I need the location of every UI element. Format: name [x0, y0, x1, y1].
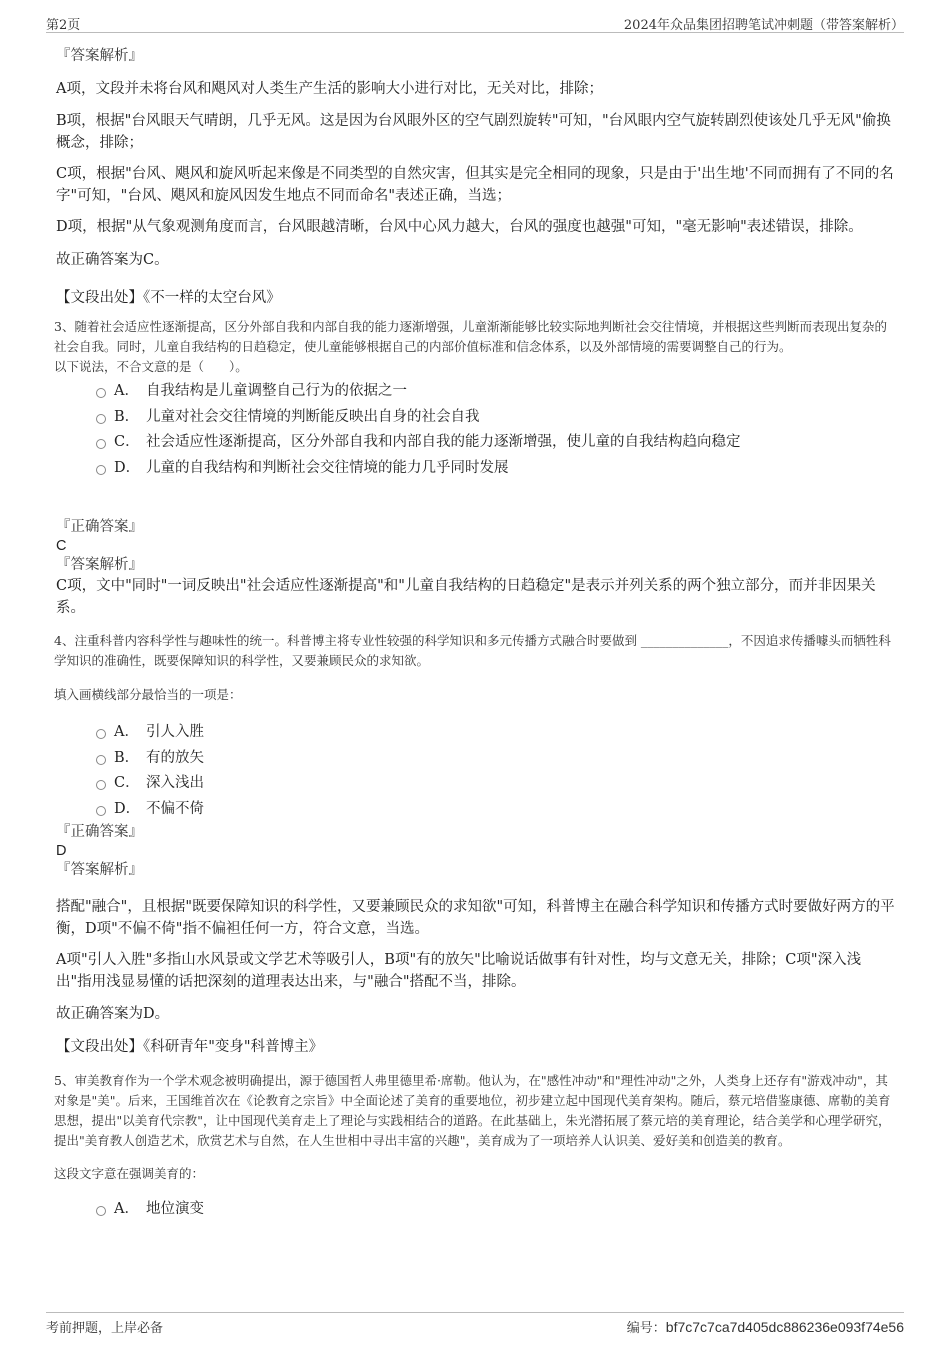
option-text: 社会适应性逐渐提高，区分外部自我和内部自我的能力逐渐增强，使儿童的自我结构趋向稳定 — [146, 434, 741, 450]
option-key: D． — [114, 459, 141, 476]
footer-code — [627, 1317, 904, 1336]
q4-analysis-1: 搭配"融合"，且根据"既要保障知识的科学性，又要兼顾民众的求知欲"可知，科普博主在融合科学知识和传播方式时要做好两方的平衡，D项"不偏不倚"指不偏袒任何一方，符合文意，当选。 — [56, 899, 895, 937]
radio-icon[interactable] — [96, 780, 106, 790]
q4-question: 填入画横线部分最恰当的一项是： — [54, 687, 242, 702]
q3-analysis-tag: 『答案解析』 — [56, 557, 143, 573]
page-number: 第2页 — [46, 18, 81, 33]
option-text: 地位演变 — [146, 1201, 204, 1217]
q4-conclusion: 故正确答案为D。 — [56, 1006, 170, 1022]
q3-options — [56, 379, 896, 481]
radio-icon[interactable] — [96, 806, 106, 816]
q4-source — [56, 1036, 896, 1058]
q5-stem: 5、审美教育作为一个学术观念被明确提出，源于德国哲人弗里德里希·席勒。他认为，在"感性冲动"和"理性冲动"之外，人类身上还存有"游戏冲动"，其对象是"美"。后来，王国维首次在《论教育之宗旨》中全面论述了美育的重要地位，初步建立起中国现代美育架构。随后，蔡元培借鉴康德、席勒的美育思想，提出"以美育代宗教"，让中国现代美育走上了理论与实践相结合的道路。在此基础上，朱光潜拓展了蔡元培的美育理论，结合美学和心理学研究，提出"美育教人创造艺术，欣赏艺术与自然，在人生世相中寻出丰富的兴趣"，美育成为了一项培养人认识美、爱好美和创造美的教育。 — [54, 1073, 891, 1148]
q3-option-b[interactable] — [96, 405, 896, 431]
q3-answer: C — [56, 538, 67, 554]
q5-question: 这段文字意在强调美育的： — [54, 1166, 205, 1181]
radio-icon[interactable] — [96, 755, 106, 765]
option-text: 儿童的自我结构和判断社会交往情境的能力几乎同时发展 — [146, 459, 509, 476]
q4-answer: D — [56, 843, 67, 859]
q2-conclusion: 故正确答案为C。 — [56, 252, 169, 268]
option-text: 儿童对社会交往情境的判断能反映出自身的社会自我 — [146, 408, 480, 425]
q3-analysis: C项，文中"同时"一词反映出"社会适应性逐渐提高"和"儿童自我结构的日趋稳定"是表示并列关系的两个独立部分，而并非因果关系。 — [56, 578, 876, 616]
q3-answer-tag: 『正确答案』 — [56, 519, 143, 535]
document-body — [56, 44, 896, 1223]
radio-icon[interactable] — [96, 414, 106, 424]
q2-source — [56, 287, 896, 309]
radio-icon[interactable] — [96, 1206, 106, 1216]
footer-code-value: bf7c7c7ca7d405dc886236e093f74e56 — [665, 1319, 904, 1335]
q5-options — [56, 1197, 896, 1223]
q2-analysis-b: B项，根据"台风眼天气晴朗，几乎无风。这是因为台风眼外区的空气剧烈旋转"可知，"台风眼内空气旋转剧烈使该处几乎无风"偷换概念，排除； — [56, 113, 891, 151]
q3-question: 以下说法，不合文意的是（ ）。 — [54, 359, 248, 374]
page-footer — [46, 1312, 904, 1335]
q4-option-b[interactable] — [96, 746, 896, 772]
option-key: A． — [114, 383, 139, 399]
option-text: 有的放矢 — [146, 749, 204, 766]
q4-option-d[interactable] — [96, 797, 896, 823]
footer-slogan: 考前押题，上岸必备 — [46, 1321, 164, 1336]
option-text: 引人入胜 — [146, 724, 204, 740]
q2-analysis-a: A项，文段并未将台风和飓风对人类生产生活的影响大小进行对比，无关对比，排除； — [56, 81, 603, 97]
q3-option-a[interactable] — [96, 379, 896, 405]
q2-source-label: 【文段出处】 — [56, 290, 143, 306]
q4-options — [56, 720, 896, 822]
q4-stem: 4、注重科普内容科学性与趣味性的统一。科普博主将专业性较强的科学知识和多元传播方式融合时要做到 ______________，不因追求传播噱头而牺牲科学知识的准确性，既要保障知识的科学性，又要兼顾民众的求知欲。 — [54, 633, 891, 668]
q3-option-c[interactable] — [96, 430, 896, 456]
option-key: B． — [114, 749, 140, 766]
radio-icon[interactable] — [96, 439, 106, 449]
option-key: A． — [114, 724, 139, 740]
q4-source-title: 《科研青年"变身"科普博主》 — [143, 1039, 324, 1055]
option-key: A． — [114, 1201, 139, 1217]
q2-analysis-d: D项，根据"从气象观测角度而言，台风眼越清晰，台风中心风力越大，台风的强度也越强"可知，"毫无影响"表述错误，排除。 — [56, 219, 863, 235]
q5-option-a[interactable] — [96, 1197, 896, 1223]
q4-option-a[interactable] — [96, 720, 896, 746]
option-key: D． — [114, 800, 141, 817]
q2-source-title: 《不一样的太空台风》 — [143, 290, 281, 306]
q4-analysis-2: A项"引人入胜"多指山水风景或文学艺术等吸引人，B项"有的放矢"比喻说话做事有针对性，均与文意无关，排除；C项"深入浅出"指用浅显易懂的话把深刻的道理表达出来，与"融合"搭配不当，排除。 — [56, 952, 862, 990]
q4-analysis-tag: 『答案解析』 — [56, 862, 143, 878]
footer-code-label: 编号： — [626, 1321, 666, 1336]
radio-icon[interactable] — [96, 388, 106, 398]
option-key: C． — [114, 775, 140, 791]
q2-analysis-tag: 『答案解析』 — [56, 48, 143, 64]
document-title: 2024年众品集团招聘笔试冲刺题（带答案解析） — [623, 18, 904, 33]
radio-icon[interactable] — [96, 729, 106, 739]
q4-answer-tag: 『正确答案』 — [56, 824, 143, 840]
option-key: B． — [114, 408, 140, 425]
option-text: 不偏不倚 — [146, 800, 204, 817]
q4-option-c[interactable] — [96, 771, 896, 797]
q4-source-label: 【文段出处】 — [56, 1039, 143, 1055]
q2-analysis-tag-row — [56, 44, 896, 72]
page-header — [46, 12, 904, 33]
q2-analysis-c: C项，根据"台风、飓风和旋风听起来像是不同类型的自然灾害，但其实是完全相同的现象，只是由于'出生地'不同而拥有了不同的名字"可知，"台风、飓风和旋风因发生地点不同而命名"表述正确，当选； — [56, 166, 894, 204]
option-key: C． — [114, 434, 140, 450]
q3-option-d[interactable] — [96, 456, 896, 482]
option-text: 深入浅出 — [146, 775, 204, 791]
q3-stem: 3、随着社会适应性逐渐提高，区分外部自我和内部自我的能力逐渐增强，儿童渐渐能够比较实际地判断社会交往情境，并根据这些判断而表现出复杂的社会自我。同时，儿童自我结构的日趋稳定，使儿童能够根据自己的内部价值标准和信念体系，以及外部情境的需要调整自己的行为。 — [54, 319, 887, 354]
radio-icon[interactable] — [96, 465, 106, 475]
option-text: 自我结构是儿童调整自己行为的依据之一 — [146, 383, 407, 399]
